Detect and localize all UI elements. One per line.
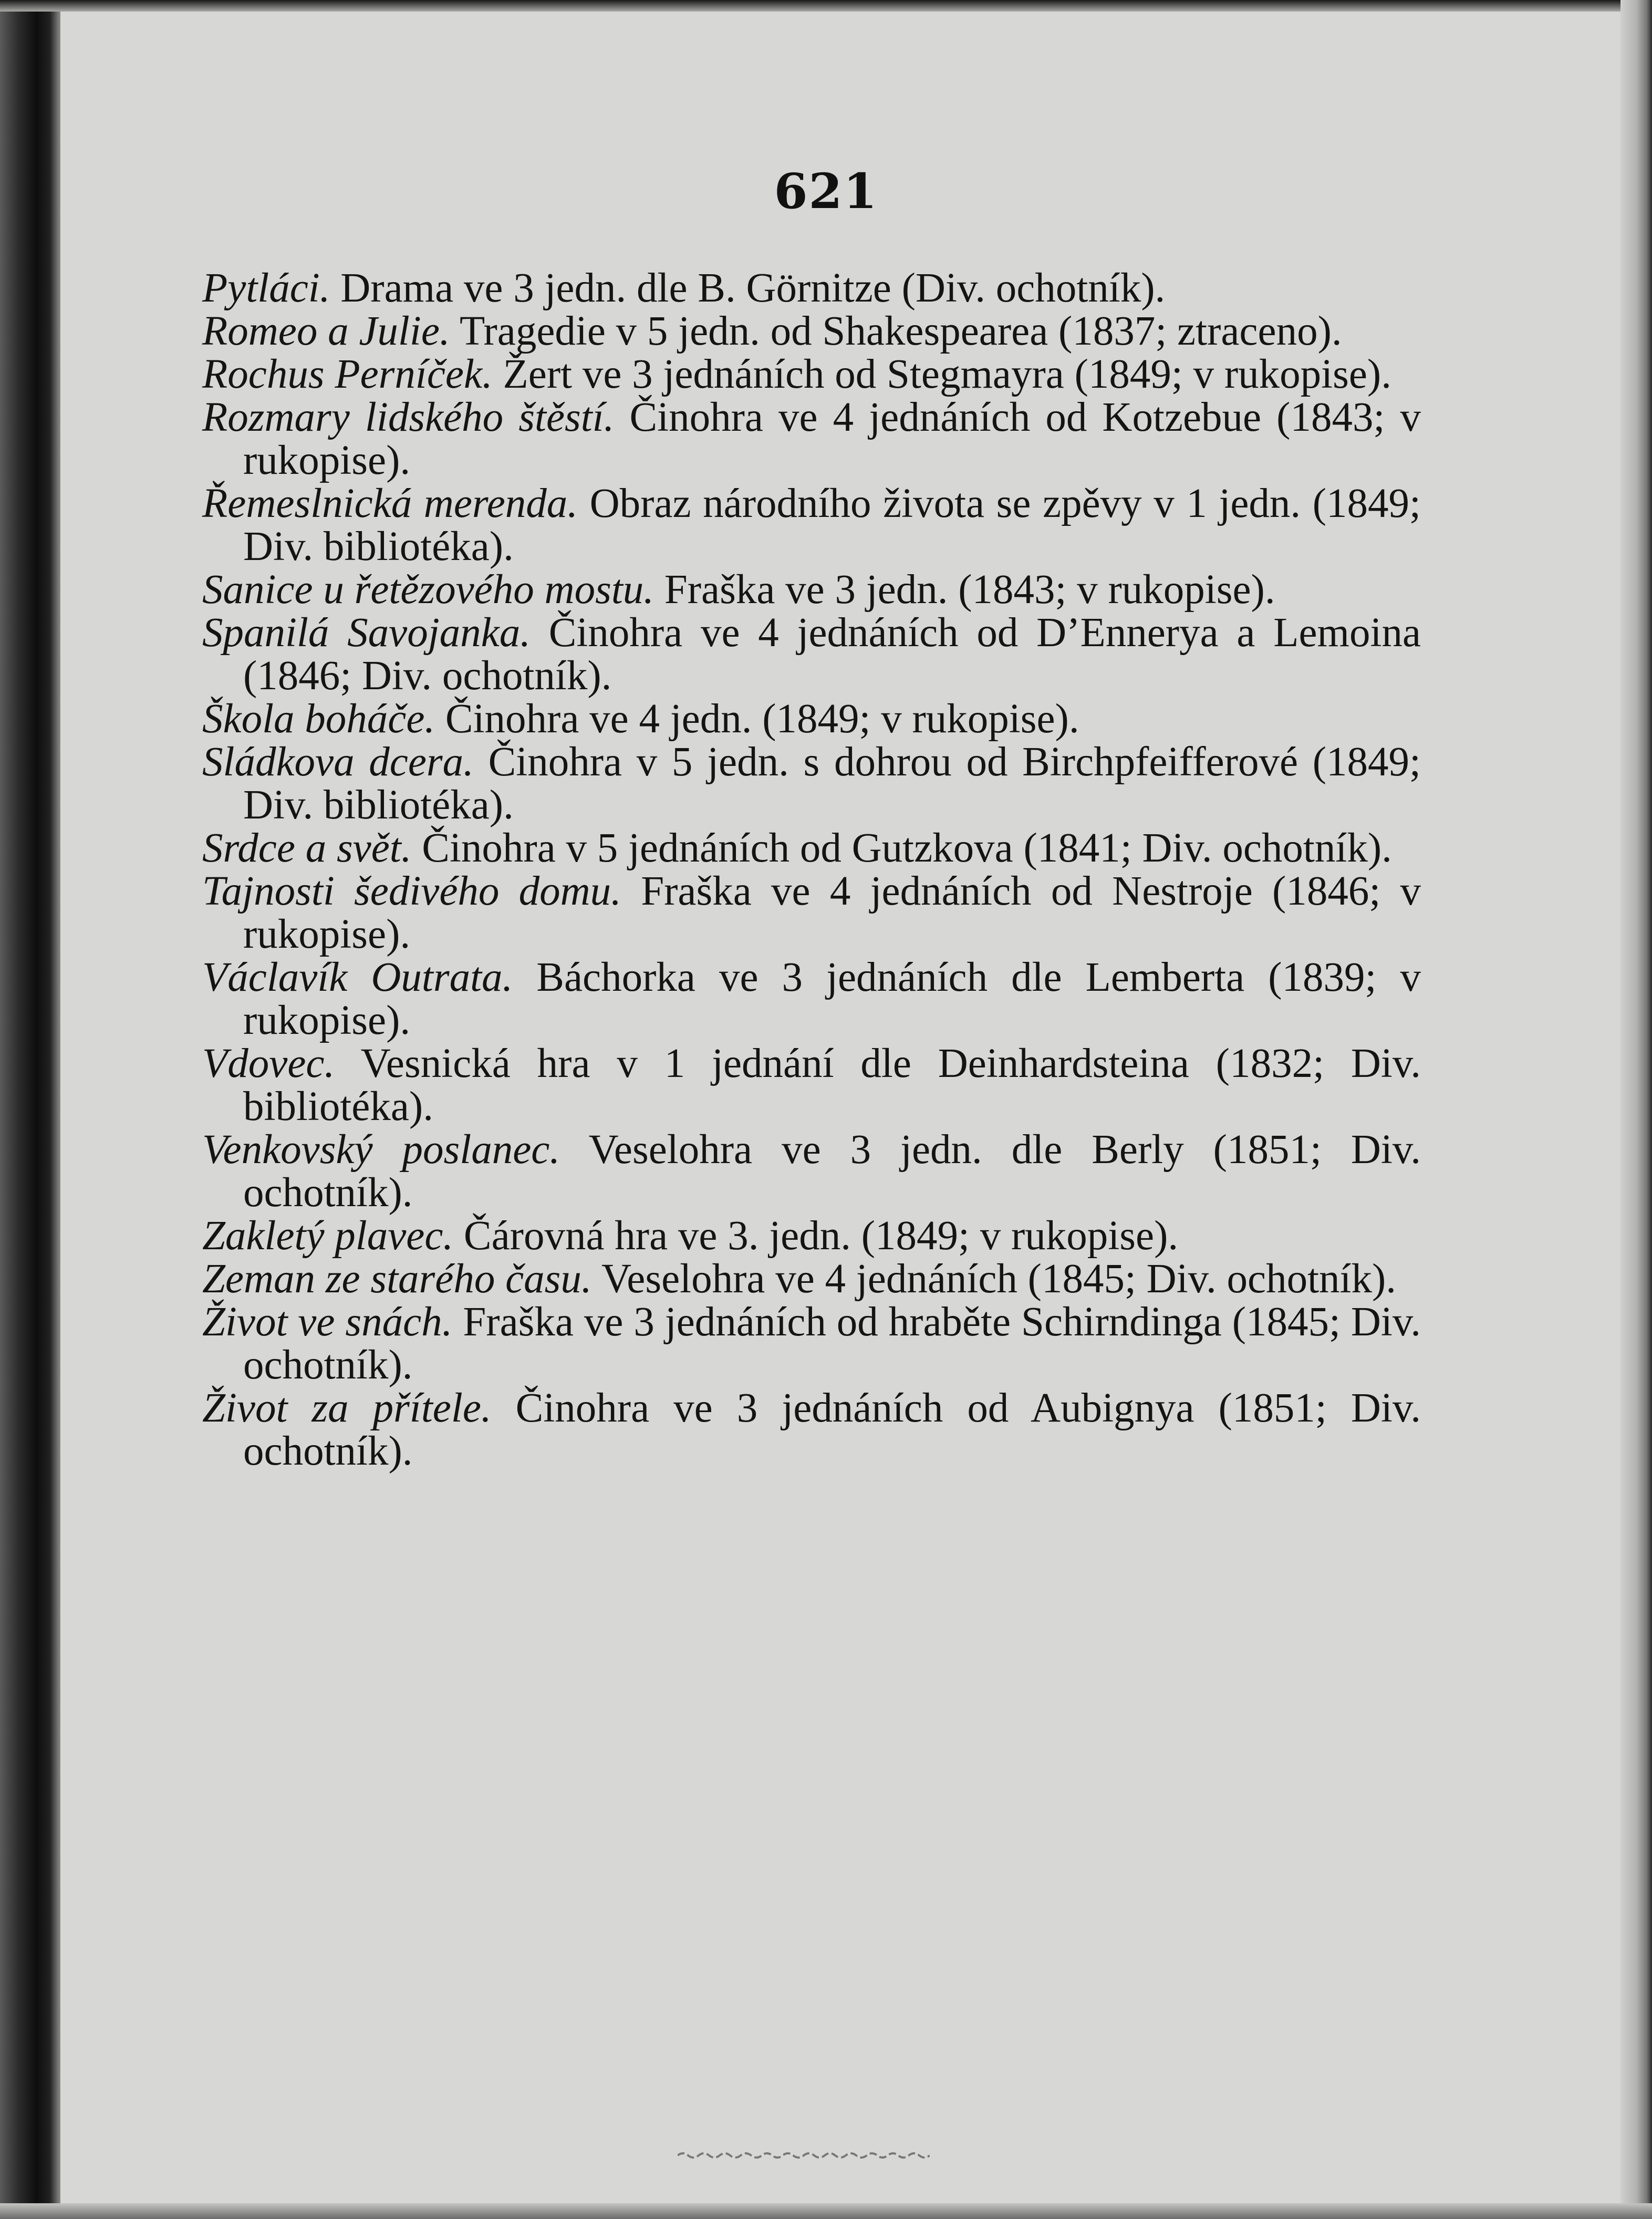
catalog-entry (202, 956, 1421, 1042)
catalog-entry (202, 310, 1421, 353)
entry-title: Pytláci. (202, 265, 330, 311)
entry-text: Činohra ve 3 jednáních od Aubignya (1851; Div. ochotník). (243, 1385, 1421, 1474)
entry-title: Zakletý plavec. (202, 1213, 454, 1259)
catalog-entry (202, 741, 1421, 827)
entry-title: Život ve snách. (202, 1299, 453, 1345)
entry-text: Veselohra ve 3 jedn. dle Berly (1851; Div. ochotník). (243, 1127, 1421, 1216)
page-right-edge (1620, 0, 1652, 2219)
entry-title: Sanice u řetězového mostu. (202, 567, 654, 613)
catalog-entries (202, 267, 1421, 1473)
entry-title: Václavík Outrata. (202, 955, 513, 1000)
catalog-entry (202, 568, 1421, 611)
entry-text: Fraška ve 3 jednáních od hraběte Schirndinga (1845; Div. ochotník). (243, 1299, 1421, 1388)
entry-text: Drama ve 3 jedn. dle B. Görnitze (Div. ochotník). (340, 265, 1166, 311)
catalog-entry (202, 482, 1421, 568)
entry-title: Spanilá Savojanka. (202, 610, 531, 656)
catalog-entry (202, 1387, 1421, 1473)
catalog-entry (202, 827, 1421, 870)
entry-title: Škola boháče. (202, 696, 435, 742)
entry-title: Život za přítele. (202, 1385, 492, 1431)
page-top-edge (0, 0, 1652, 12)
entry-title: Srdce a svět. (202, 825, 412, 871)
entry-text: Obraz národního života se zpěvy v 1 jedn. (1849; Div. bibliotéka). (243, 481, 1421, 569)
catalog-entry (202, 1128, 1421, 1215)
book-spine-shadow (0, 0, 60, 2219)
entry-title: Sládkova dcera. (202, 739, 474, 785)
entry-text: Činohra ve 4 jednáních od D’Ennerya a Lemoina (1846; Div. ochotník). (243, 610, 1421, 699)
entry-text: Vesnická hra v 1 jednání dle Deinhardsteina (1832; Div. bibliotéka). (243, 1041, 1421, 1129)
entry-title: Tajnosti šedivého domu. (202, 868, 621, 914)
entry-text: Činohra v 5 jednáních od Gutzkova (1841; Div. ochotník). (422, 825, 1392, 871)
page-number: 621 (774, 163, 878, 220)
entry-text: Fraška ve 3 jedn. (1843; v rukopise). (664, 567, 1275, 613)
entry-text: Žert ve 3 jednáních od Stegmayra (1849; v rukopise). (503, 351, 1391, 397)
catalog-entry (202, 267, 1421, 310)
entry-text: Tragedie v 5 jedn. od Shakespearea (1837; ztraceno). (459, 308, 1342, 354)
entry-title: Rozmary lidského štěstí. (202, 395, 615, 440)
entry-text: Fraška ve 4 jednáních od Nestroje (1846; v rukopise). (243, 868, 1421, 957)
catalog-entry (202, 396, 1421, 482)
entry-title: Rochus Perníček. (202, 351, 493, 397)
catalog-entry (202, 870, 1421, 956)
entry-title: Zeman ze starého času. (202, 1256, 592, 1302)
entry-title: Řemeslnická merenda. (202, 481, 578, 526)
catalog-entry (202, 353, 1421, 396)
page-bottom-edge (0, 2203, 1652, 2219)
entry-text: Činohra v 5 jedn. s dohrou od Birchpfeifferové (1849; Div. bibliotéka). (243, 739, 1421, 828)
closing-ornament (678, 2148, 930, 2163)
catalog-entry (202, 1301, 1421, 1387)
catalog-entry (202, 1258, 1421, 1301)
entry-text: Činohra ve 4 jednáních od Kotzebue (1843; v rukopise). (243, 395, 1421, 483)
catalog-entry (202, 1042, 1421, 1128)
entry-text: Báchorka ve 3 jednáních dle Lemberta (1839; v rukopise). (243, 955, 1421, 1043)
catalog-entry (202, 698, 1421, 741)
entry-title: Romeo a Julie. (202, 308, 450, 354)
entry-text: Činohra ve 4 jedn. (1849; v rukopise). (445, 696, 1079, 742)
entry-text: Veselohra ve 4 jednáních (1845; Div. ochotník). (601, 1256, 1397, 1302)
entry-title: Venkovský poslanec. (202, 1127, 560, 1173)
entry-title: Vdovec. (202, 1041, 335, 1086)
entry-text: Čárovná hra ve 3. jedn. (1849; v rukopise). (463, 1213, 1179, 1259)
catalog-entry (202, 611, 1421, 698)
catalog-entry (202, 1215, 1421, 1258)
